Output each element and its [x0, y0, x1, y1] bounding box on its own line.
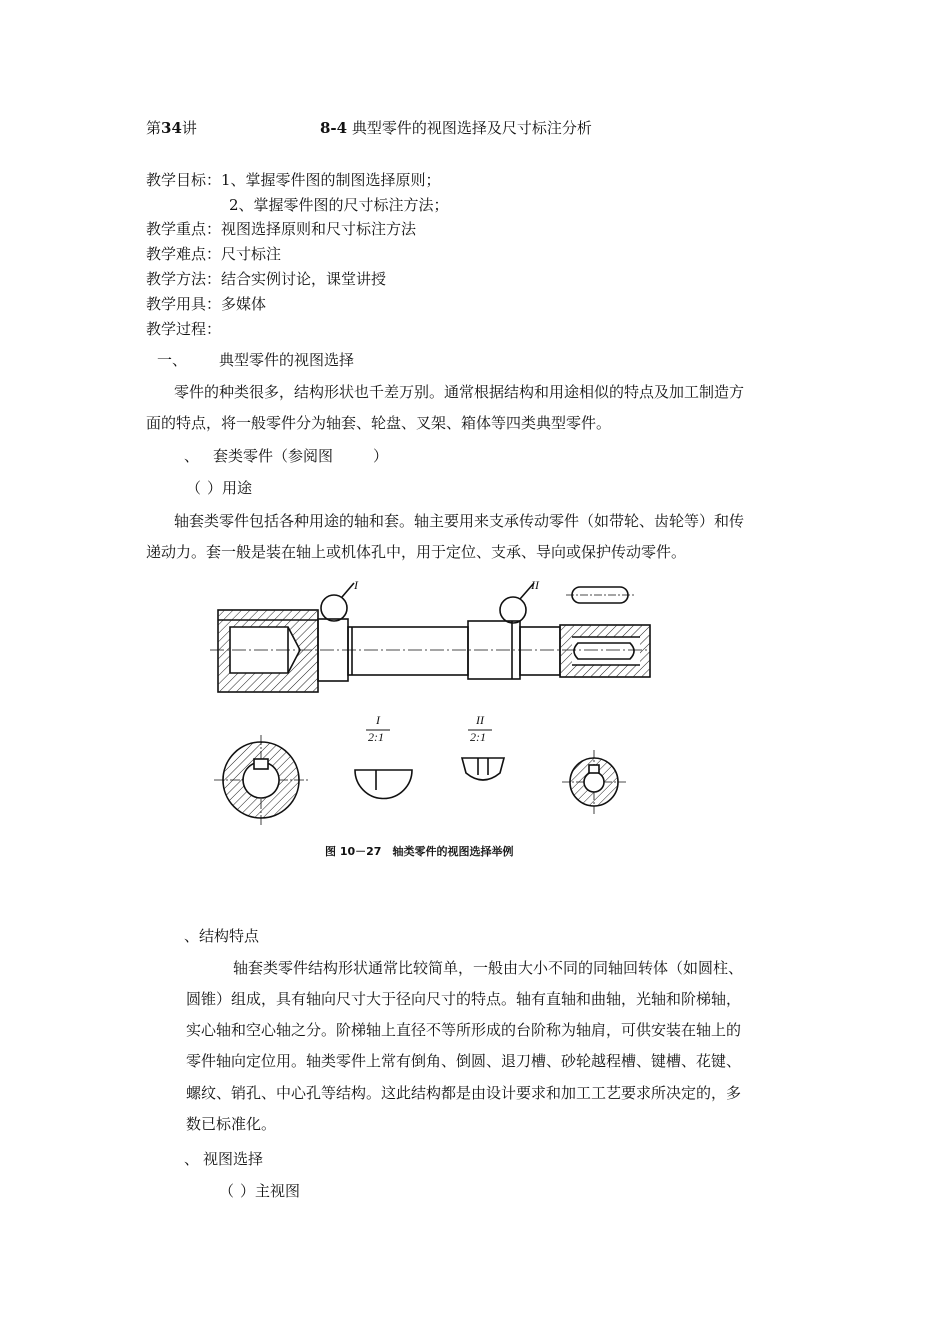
detail-i-number: I: [376, 713, 380, 727]
detail-ii-number: II: [476, 713, 484, 727]
paragraph-3-line-2: 圆锥）组成，具有轴向尺寸大于径向尺寸的特点。轴有直轴和曲轴，光轴和阶梯轴，: [186, 990, 742, 1008]
teaching-goal: 教学目标：1、掌握零件图的制图选择原则；: [146, 171, 441, 189]
heading-1: 一、 典型零件的视图选择: [157, 351, 355, 369]
middle-journal: [348, 627, 468, 675]
detail-ii-scale: 2:1: [470, 730, 486, 744]
heading-structure: 、结构特点: [184, 927, 260, 945]
teaching-method: 教学方法：结合实例讨论，课堂讲授: [146, 270, 387, 288]
teaching-goal-2: 2、掌握零件图的尺寸标注方法；: [229, 196, 449, 214]
keyway-slot: [574, 643, 634, 659]
right-journal: [520, 627, 560, 675]
detail-circle-ii: [500, 597, 526, 623]
paragraph-1-line-2: 面的特点，将一般零件分为轴套、轮盘、叉架、箱体等四类典型零件。: [146, 414, 612, 432]
heading-2: 、 套类零件（参阅图 ）: [184, 447, 389, 465]
lecture-number: 第34讲: [146, 119, 197, 137]
teaching-process: 教学过程：: [146, 320, 222, 338]
paragraph-3-line-6: 数已标准化。: [186, 1115, 277, 1133]
section-b-bore: [584, 772, 604, 792]
heading-view-selection: 、 视图选择: [184, 1150, 264, 1168]
detail-ii-view: [462, 758, 504, 780]
teaching-key-points: 教学重点：视图选择原则和尺寸标注方法: [146, 220, 417, 238]
label-i: I: [354, 578, 358, 592]
heading-main-view: （ ）主视图: [219, 1182, 301, 1200]
paragraph-1-line-1: 零件的种类很多，结构形状也千差万别。通常根据结构和用途相似的特点及加工制造方: [174, 383, 745, 401]
detail-i-view: [355, 770, 412, 799]
left-end-hatch: [218, 610, 318, 692]
teaching-tools: 教学用具：多媒体: [146, 295, 267, 313]
paragraph-3-line-5: 螺纹、销孔、中心孔等结构。这此结构都是由设计要求和加工工艺要求所决定的，多: [186, 1084, 742, 1102]
section-a-key: [254, 759, 268, 769]
detail-circle-i: [321, 595, 347, 621]
paragraph-2-line-1: 轴套类零件包括各种用途的轴和套。轴主要用来支承传动零件（如带轮、齿轮等）和传: [174, 512, 745, 530]
shaft-drawing-figure: [200, 575, 660, 865]
paragraph-3-line-3: 实心轴和空心轴之分。阶梯轴上直径不等所形成的台阶称为轴肩，可供安装在轴上的: [186, 1021, 742, 1039]
shaft-drawing-svg: [200, 575, 660, 865]
paragraph-3-line-1: 轴套类零件结构形状通常比较简单，一般由大小不同的同轴回转体（如圆柱、: [233, 959, 744, 977]
figure-caption: 图 10－27 轴类零件的视图选择举例: [325, 845, 514, 858]
label-ii: II: [531, 578, 539, 592]
detail-i-scale: 2:1: [368, 730, 384, 744]
section-title: 8-4 典型零件的视图选择及尺寸标注分析: [320, 119, 592, 137]
paragraph-3-line-4: 零件轴向定位用。轴类零件上常有倒角、倒圆、退刀槽、砂轮越程槽、键槽、花键、: [186, 1052, 742, 1070]
heading-3: （ ）用途: [186, 479, 253, 497]
paragraph-2-line-2: 递动力。套一般是装在轴上或机体孔中，用于定位、支承、导向或保护传动零件。: [146, 543, 687, 561]
teaching-difficulty: 教学难点：尺寸标注: [146, 245, 282, 263]
